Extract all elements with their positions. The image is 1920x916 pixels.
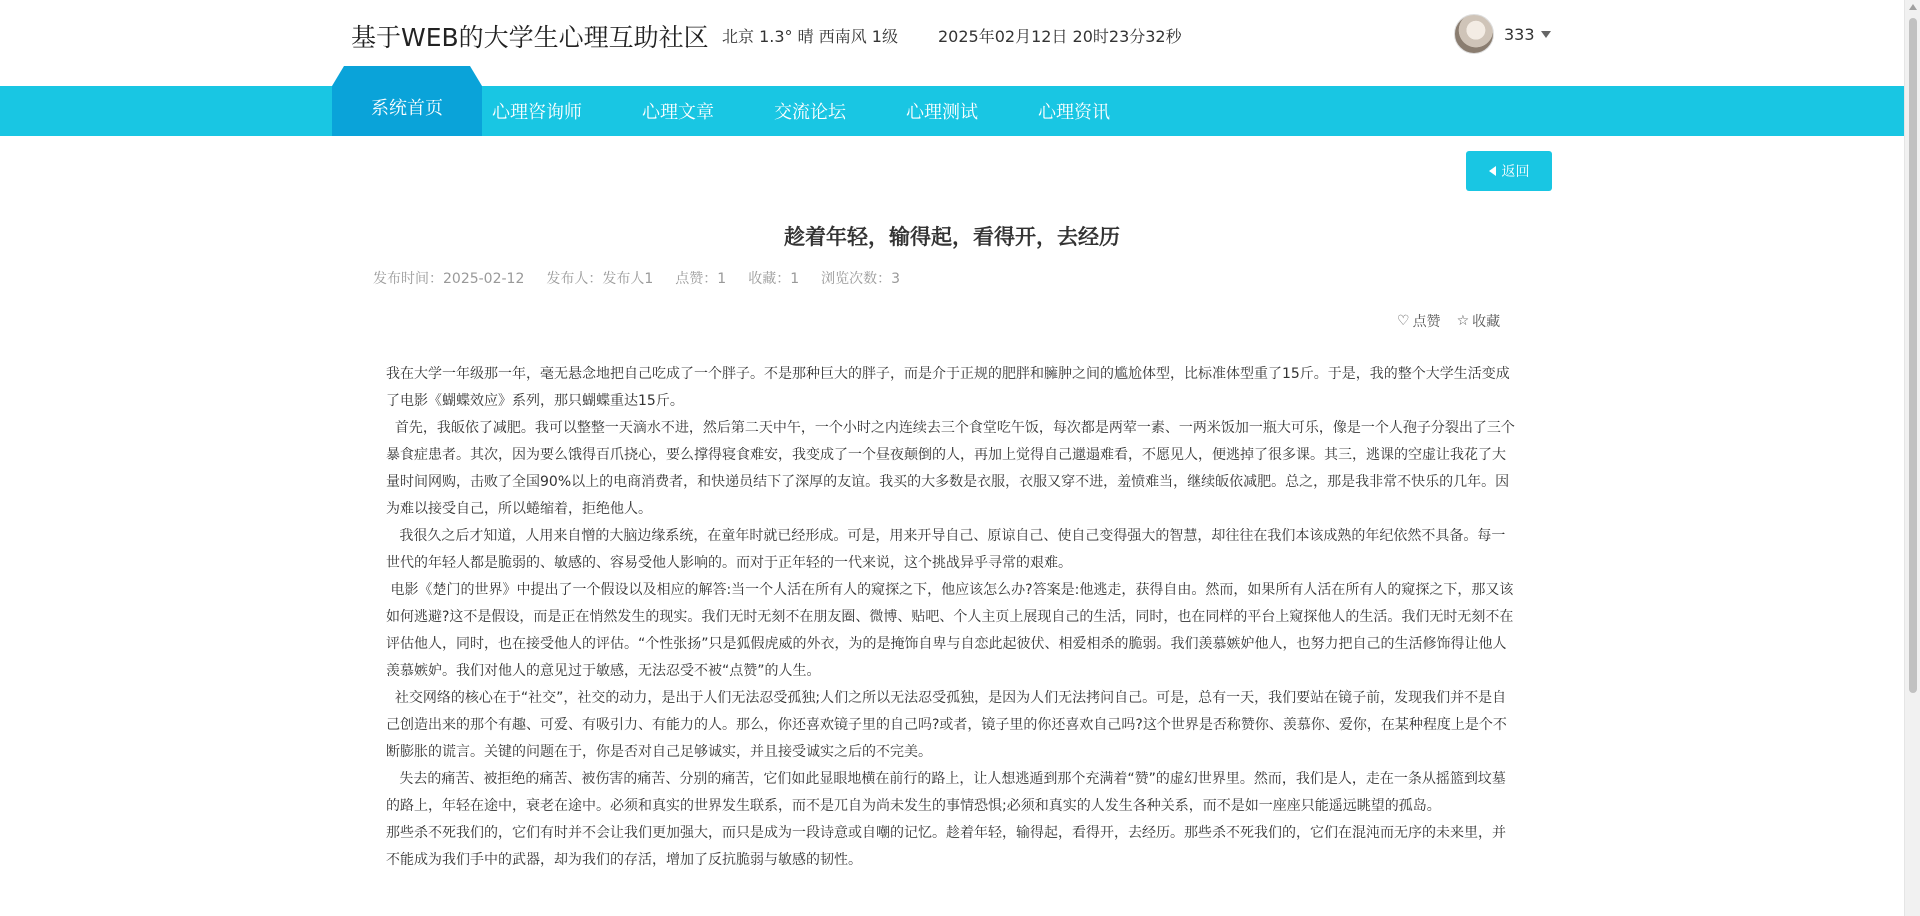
article-paragraph: 失去的痛苦、被拒绝的痛苦、被伤害的痛苦、分别的痛苦，它们如此显眼地横在前行的路上，让人想逃遁到那个充满着“赞”的虚幻世界里。然而，我们是人，走在一条从摇篮到坟墓的路上，年轻在途中，衰老在途中。必须和真实的世界发生联系，而不是兀自为尚未发生的事情恐惧;必须和真实的人发生各种关系，而不是如一座座只能遥远眺望的孤岛。	[386, 771, 1506, 814]
favorite-count: 收藏：1	[748, 271, 800, 287]
article-meta	[373, 268, 900, 288]
top-header	[0, 0, 1904, 86]
like-button[interactable]	[1397, 311, 1441, 331]
article-actions	[1397, 311, 1500, 331]
weather-info: 北京 1.3° 晴 西南风 1级	[722, 27, 898, 46]
publisher: 发布人：发布人1	[546, 271, 654, 287]
publish-time: 发布时间：2025-02-12	[373, 271, 525, 287]
scroll-thumb[interactable]	[1909, 18, 1917, 693]
article-paragraph: 我很久之后才知道，人用来自憎的大脑边缘系统，在童年时就已经形成。可是，用来开导自己、原谅自己、使自己变得强大的智慧，却往往在我们本该成熟的年纪依然不具备。每一世代的年轻人都是脆弱的、敏感的、容易受他人影响的。而对于正年轻的一代来说，这个挑战异乎寻常的艰难。	[386, 528, 1506, 571]
back-button-label: 返回	[1501, 164, 1530, 180]
article-paragraph: 那些杀不死我们的，它们有时并不会让我们更加强大，而只是成为一段诗意或自嘲的记忆。趁着年轻，输得起，看得开，去经历。那些杀不死我们的，它们在混沌而无序的未来里，并不能成为我们手中的武器，却为我们的存活，增加了反抗脆弱与敏感的韧性。	[386, 825, 1506, 868]
article-paragraph: 社交网络的核心在于“社交”，社交的动力，是出于人们无法忍受孤独;人们之所以无法忍受孤独，是因为人们无法拷问自己。可是，总有一天，我们要站在镜子前，发现我们并不是自己创造出来的那个有趣、可爱、有吸引力、有能力的人。那么，你还喜欢镜子里的自己吗?或者，镜子里的你还喜欢自己吗?这个世界是否称赞你、羡慕你、爱你，在某种程度上是个不断膨胀的谎言。关键的问题在于，你是否对自己足够诚实，并且接受诚实之后的不完美。	[386, 690, 1507, 760]
favorite-label: 收藏	[1472, 314, 1501, 330]
nav-item-counselors[interactable]: 心理咨询师	[492, 102, 582, 123]
favorite-button[interactable]	[1457, 311, 1501, 331]
article-paragraph: 首先，我皈依了减肥。我可以整整一天滴水不进，然后第二天中午，一个小时之内连续去三个食堂吃午饭，每次都是两荤一素、一两米饭加一瓶大可乐，像是一个人孢子分裂出了三个暴食症患者。其次，因为要么饿得百爪挠心，要么撑得寝食难安，我变成了一个昼夜颠倒的人，再加上觉得自己邋遢难看，不愿见人，便逃掉了很多课。其三，逃课的空虚让我花了大量时间网购，击败了全国90%以上的电商消费者，和快递员结下了深厚的友谊。我买的大多数是衣服，衣服又穿不进，羞愤难当，继续皈依减肥。总之，那是我非常不快乐的几年。因为难以接受自己，所以蜷缩着，拒绝他人。	[386, 420, 1515, 517]
current-datetime: 2025年02月12日 20时23分32秒	[938, 27, 1182, 46]
username[interactable]: 333	[1504, 24, 1535, 44]
scroll-up-icon[interactable]	[1909, 4, 1917, 10]
like-label: 点赞	[1412, 314, 1441, 330]
article-paragraph: 我在大学一年级那一年，毫无悬念地把自己吃成了一个胖子。不是那种巨大的胖子，而是介于正规的肥胖和臃肿之间的尴尬体型，比标准体型重了15斤。于是，我的整个大学生活变成了电影《蝴蝶效应》系列，那只蝴蝶重达15斤。	[386, 366, 1510, 409]
article-paragraph: 电影《楚门的世界》中提出了一个假设以及相应的解答:当一个人活在所有人的窥探之下，他应该怎么办?答案是:他逃走，获得自由。然而，如果所有人活在所有人的窥探之下，那又该如何逃避?这不是假设，而是正在悄然发生的现实。我们无时无刻不在朋友圈、微博、贴吧、个人主页上展现自己的生活，同时，也在同样的平台上窥探他人的生活。我们无时无刻不在评估他人，同时，也在接受他人的评估。“个性张扬”只是狐假虎威的外衣，为的是掩饰自卑与自恋此起彼伏、相爱相杀的脆弱。我们羡慕嫉妒他人，也努力把自己的生活修饰得让他人羡慕嫉妒。我们对他人的意见过于敏感，无法忍受不被“点赞”的人生。	[386, 582, 1514, 679]
user-menu[interactable]	[1454, 14, 1551, 54]
star-icon: ☆	[1456, 313, 1470, 329]
back-button[interactable]	[1466, 151, 1552, 191]
nav-item-home[interactable]: 系统首页	[371, 98, 443, 119]
avatar[interactable]	[1454, 14, 1494, 54]
nav-item-articles[interactable]: 心理文章	[642, 102, 714, 123]
article-title: 趁着年轻，输得起，看得开，去经历	[784, 225, 1120, 249]
nav-item-forum[interactable]: 交流论坛	[774, 102, 846, 123]
heart-icon: ♡	[1397, 313, 1410, 329]
page-scrollbar[interactable]	[1904, 0, 1920, 916]
chevron-down-icon[interactable]	[1541, 31, 1551, 38]
caret-left-icon	[1489, 166, 1496, 176]
site-title: 基于WEB的大学生心理互助社区	[351, 23, 709, 52]
like-count: 点赞：1	[675, 271, 727, 287]
nav-item-tests[interactable]: 心理测试	[906, 102, 978, 123]
nav-item-news[interactable]: 心理资讯	[1038, 102, 1110, 123]
view-count: 浏览次数：3	[821, 271, 901, 287]
article-content	[386, 361, 1516, 874]
